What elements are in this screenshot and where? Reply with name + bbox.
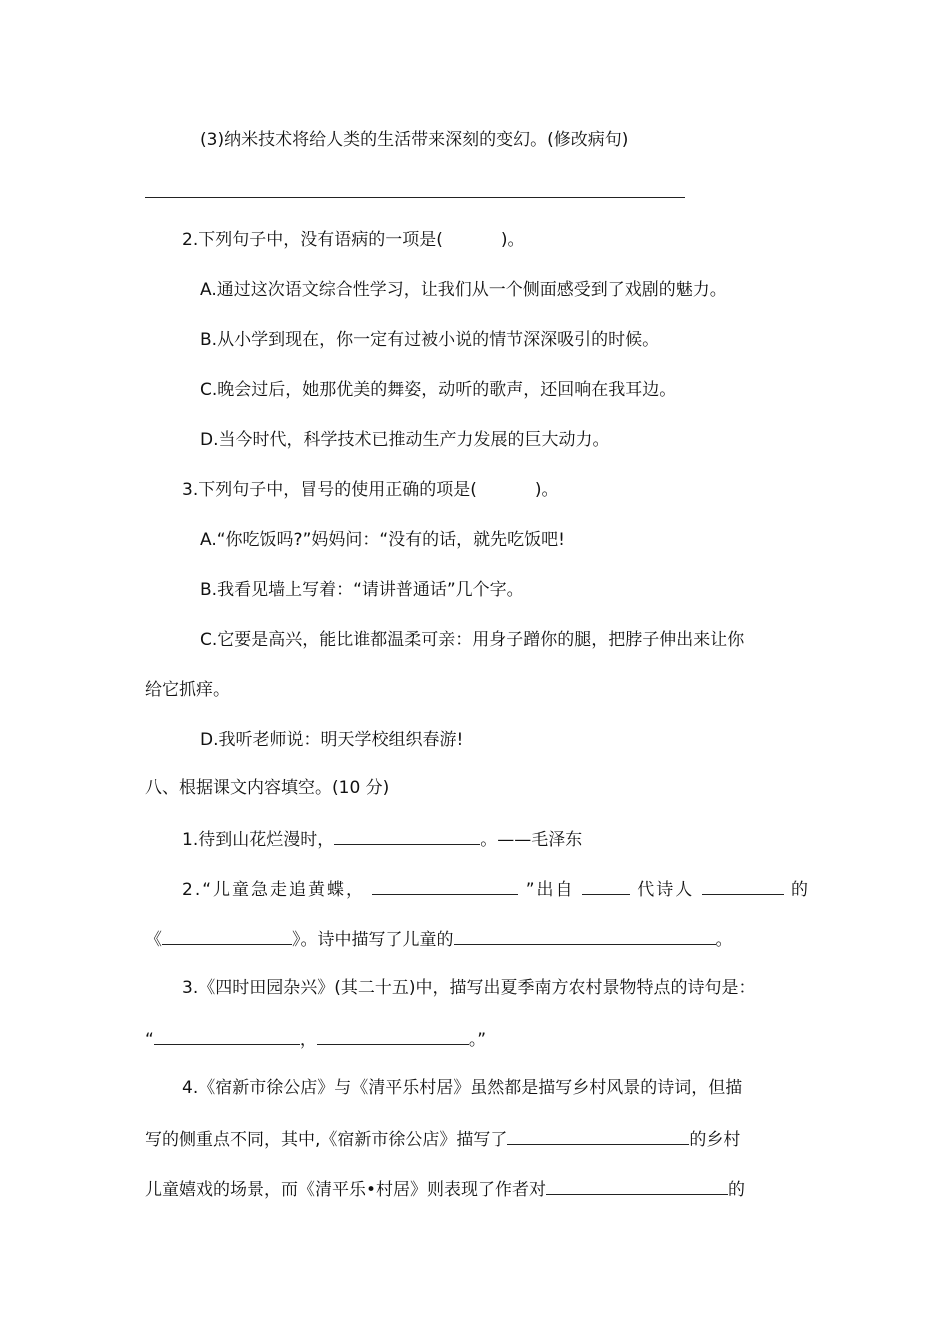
fill-blank[interactable] (154, 1027, 300, 1045)
fill-blank[interactable] (546, 1177, 728, 1195)
question-3-option-b: B.我看见墙上写着：“请讲普通话”几个字。 (200, 580, 524, 600)
section-8-item-4-line-1: 4.《宿新市徐公店》与《清平乐村居》虽然都是描写乡村风景的诗词，但描 (182, 1078, 743, 1098)
section-8-item-2-line-1: 2.“儿童急走追黄蝶， ”出自 代诗人 的 (182, 877, 808, 901)
fill-blank[interactable] (702, 877, 784, 895)
fill-blank[interactable] (317, 1027, 469, 1045)
question-2-option-b: B.从小学到现在，你一定有过被小说的情节深深吸引的时候。 (200, 330, 660, 350)
fill-blank[interactable] (582, 877, 630, 895)
section-8-item-3-line-1: 3.《四时田园杂兴》(其二十五)中，描写出夏季南方农村景物特点的诗句是： (182, 978, 756, 998)
question-3-rewrite: (3)纳米技术将给人类的生活带来深刻的变幻。(修改病句) (200, 130, 629, 150)
question-2-option-c: C.晚会过后，她那优美的舞姿，动听的歌声，还回响在我耳边。 (200, 380, 677, 400)
question-2-stem: 2.下列句子中，没有语病的一项是( )。 (182, 230, 525, 250)
question-3-option-c-cont: 给它抓痒。 (145, 680, 230, 700)
question-2-option-d: D.当今时代，科学技术已推动生产力发展的巨大动力。 (200, 430, 610, 450)
fill-blank[interactable] (372, 877, 518, 895)
question-3-stem: 3.下列句子中，冒号的使用正确的项是( )。 (182, 480, 559, 500)
fill-blank[interactable] (334, 827, 480, 845)
fill-blank[interactable] (162, 927, 292, 945)
question-3-option-c: C.它要是高兴，能比谁都温柔可亲：用身子蹭你的腿，把脖子伸出来让你 (200, 630, 745, 650)
section-8-item-1: 1.待到山花烂漫时， 。——毛泽东 (182, 827, 582, 851)
answer-line (145, 197, 685, 198)
section-8-heading: 八、根据课文内容填空。(10 分) (145, 778, 390, 798)
section-8-item-3-line-2: “ ， 。” (145, 1027, 486, 1051)
section-8-item-4-line-3: 儿童嬉戏的场景，而《清平乐•村居》则表现了作者对 的 (145, 1177, 745, 1201)
fill-blank[interactable] (507, 1127, 689, 1145)
section-8-item-2-line-2: 《 》。诗中描写了儿童的 。 (145, 927, 733, 951)
question-3-option-d: D.我听老师说：明天学校组织春游! (200, 730, 464, 750)
question-2-option-a: A.通过这次语文综合性学习，让我们从一个侧面感受到了戏剧的魅力。 (200, 280, 727, 300)
fill-blank[interactable] (454, 927, 716, 945)
section-8-item-4-line-2: 写的侧重点不同，其中,《宿新市徐公店》描写了 的乡村 (145, 1127, 740, 1151)
question-3-option-a: A.“你吃饭吗?”妈妈问：“没有的话，就先吃饭吧! (200, 530, 565, 550)
